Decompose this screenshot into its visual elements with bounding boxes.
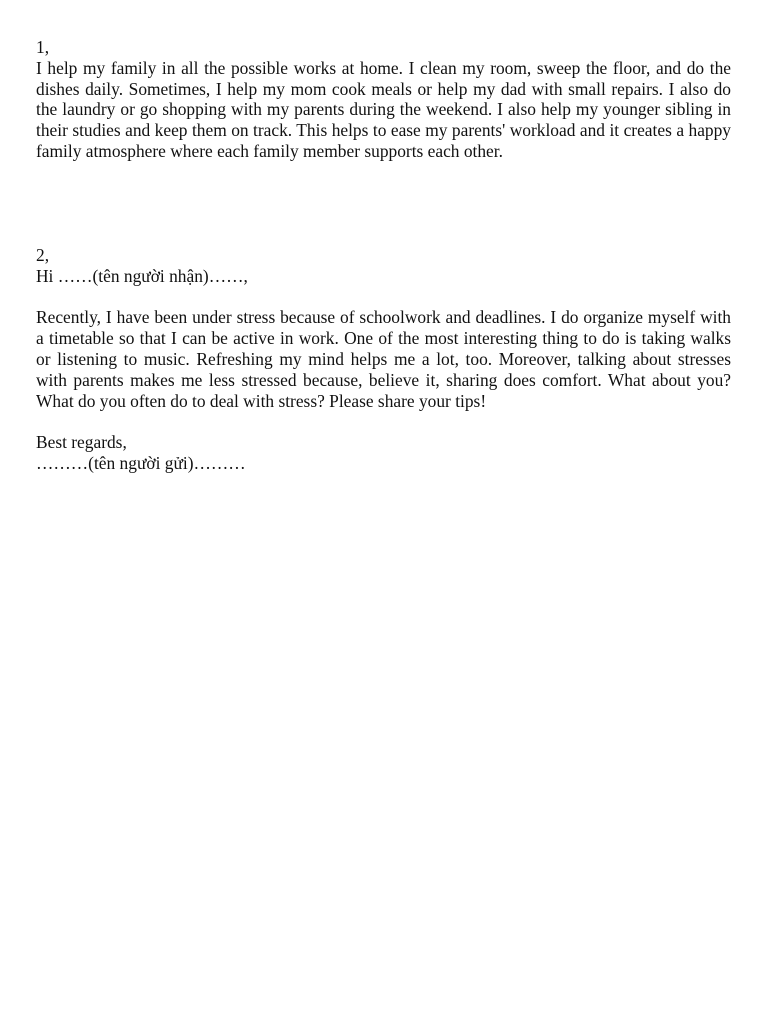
section-2-number: 2, xyxy=(36,244,50,265)
letter-greeting: Hi ……(tên người nhận)……, xyxy=(36,265,248,286)
section-1-number: 1, xyxy=(36,37,50,57)
section-1 xyxy=(36,37,731,162)
letter-body: Recently, I have been under stress because of schoolwork and deadlines. I do organize myself with a timetable so that I can be active in work. One of the most interesting thing to do is taking walks or listening to music. Refreshing my mind helps me a lot, too. Moreover, talking about stresses with parents makes me less stressed because, believe it, sharing does comfort. What about you? What do you often do to deal with stress? Please share your tips! xyxy=(36,307,731,411)
section-spacer xyxy=(36,162,731,245)
letter-closing: Best regards, xyxy=(36,432,127,453)
section-1-paragraph: I help my family in all the possible works at home. I clean my room, sweep the floor, and do the dishes daily. Sometimes, I help my mom cook meals or help my dad with small repairs. I also do the laundry or go shopping with my parents during the weekend. I also help my younger sibling in their studies and keep them on track. This helps to ease my parents' workload and it creates a happy family atmosphere where each family member supports each other. xyxy=(36,57,731,161)
section-2 xyxy=(36,245,731,474)
closing-spacer xyxy=(36,411,731,432)
letter-signature: ………(tên người gửi)……… xyxy=(36,453,246,474)
document-page xyxy=(36,37,731,474)
greeting-spacer xyxy=(36,286,731,307)
